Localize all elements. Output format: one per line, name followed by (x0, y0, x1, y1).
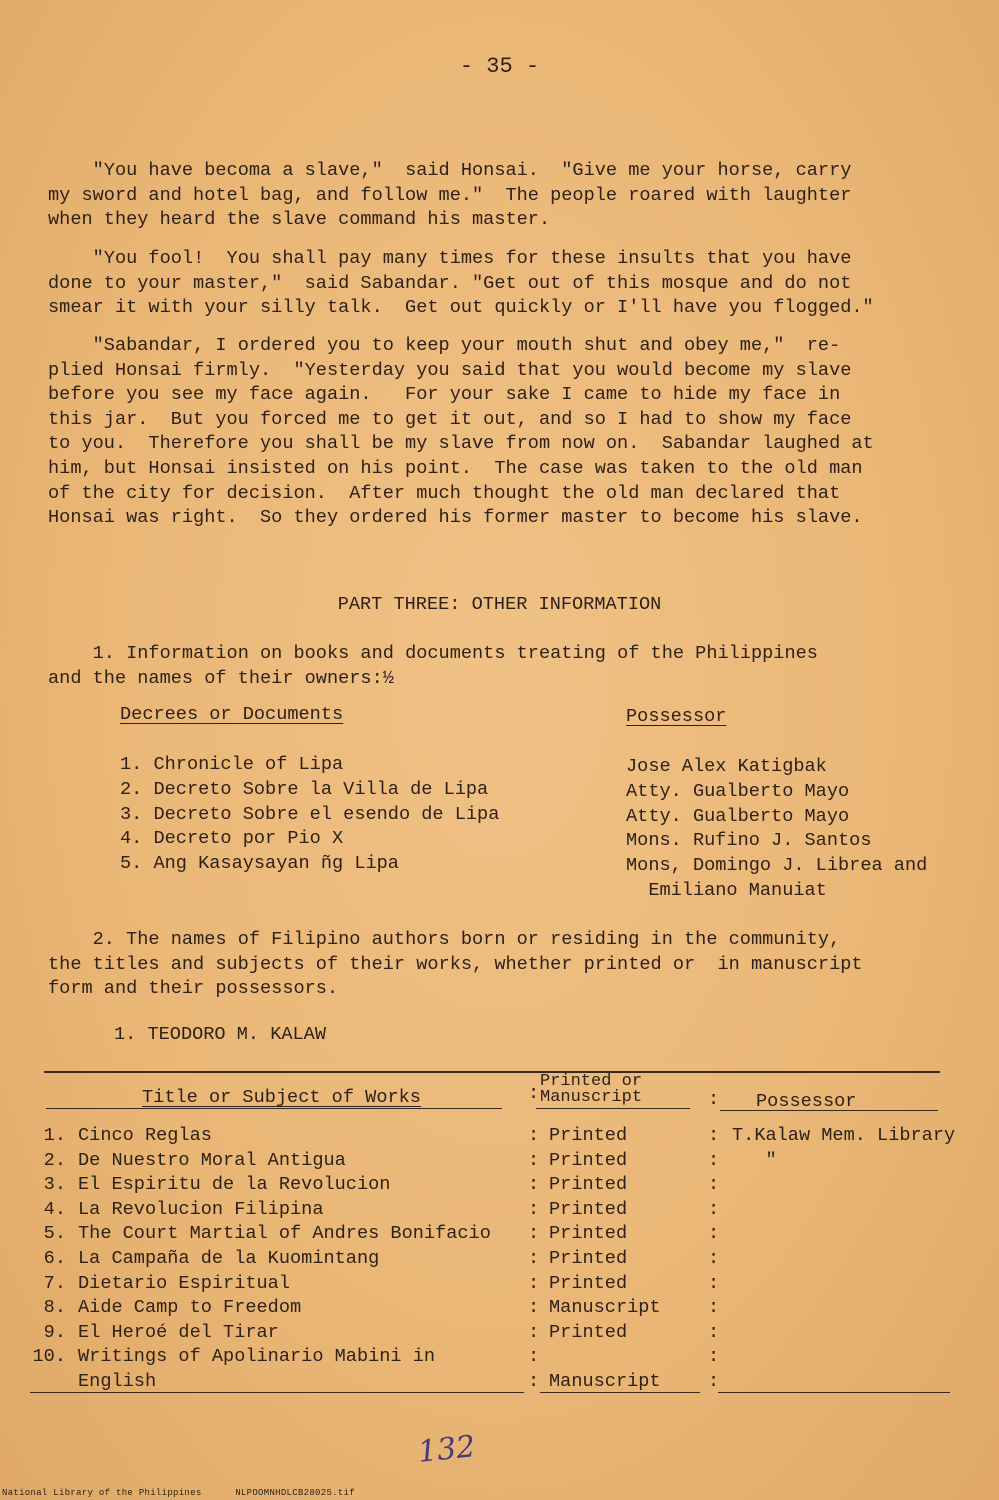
col-possessor-header: Possessor (756, 1091, 857, 1112)
work-title: Dietario Espiritual (78, 1272, 291, 1294)
row-number: 1. (43, 1125, 66, 1146)
work-type: Printed (549, 1223, 628, 1245)
part-three-heading: PART THREE: OTHER INFORMATION (337, 594, 662, 615)
col-printed-line2: Manuscript (540, 1088, 643, 1107)
cell-colon: : (708, 1174, 720, 1196)
decrees-header: Decrees or Documents (120, 704, 344, 725)
table-row (0, 1297, 999, 1322)
cell-colon: : (708, 1223, 720, 1245)
work-type: Manuscript (549, 1297, 661, 1319)
work-possessor: " (732, 1149, 777, 1171)
cell-colon: : (708, 1272, 720, 1294)
cell-colon: : (708, 1198, 720, 1220)
work-title: English (78, 1371, 157, 1392)
work-type: Printed (549, 1174, 628, 1196)
work-type: Printed (549, 1149, 628, 1171)
cell-colon: : (528, 1297, 540, 1319)
list-item: 4. Decreto por Pio X (120, 828, 344, 850)
cell-colon: : (708, 1125, 720, 1146)
table-row (0, 1199, 999, 1224)
table-bottom-rule (718, 1392, 950, 1393)
story-paragraph-1: "You have becoma a slave," said Honsai. "Give me your horse, carry my sword and hotel bag, and follow me." The people roared with laughter when they heard the slave command his master. (48, 160, 852, 231)
list-item: Jose Alex Katigbak (626, 756, 827, 777)
story-paragraph-3: "Sabandar, I ordered you to keep your mouth shut and obey me," re- plied Honsai firmly. "Yesterday you said that you would become my slave before you see my face again. For your sake I came to hide my face in this jar. But you forced me to get it out, and so I had to show my face to you. Therefore you shall be my slave from now on. Sabandar laughed at him, but Honsai insisted on his point. The case was taken to the old man of the city for decision. After much thought the old man declared that Honsai was right. So they ordered his former master to become his slave. (48, 335, 874, 529)
table-row (0, 1150, 999, 1175)
header-underline (46, 1108, 502, 1109)
list-item: 5. Ang Kasaysayan ñg Lipa (120, 853, 399, 875)
list-item: 2. Decreto Sobre la Villa de Lipa (120, 778, 489, 800)
info-item-1: 1. Information on books and documents treating of the Philippines and the names of their owners:½ (48, 643, 818, 689)
cell-colon: : (708, 1149, 720, 1171)
list-item: Mons, Domingo J. Librea and (626, 855, 928, 877)
page-number: - 35 - (459, 54, 540, 79)
table-bottom-rule (540, 1392, 700, 1393)
work-possessor: T.Kalaw Mem. Library (732, 1125, 956, 1146)
footer-source: National Library of the Philippines (2, 1488, 202, 1498)
table-top-rule (44, 1071, 940, 1073)
row-number: 2. (43, 1149, 66, 1171)
info-item-2: 2. The names of Filipino authors born or residing in the community, the titles and subjects of their works, whether printed or in manuscript form and their possessors. (48, 929, 863, 1000)
work-title: La Revolucion Filipina (78, 1198, 324, 1220)
table-row (0, 1322, 999, 1347)
list-item: Emiliano Manuiat (626, 879, 827, 901)
work-type: Printed (549, 1125, 628, 1146)
table-row (0, 1273, 999, 1298)
row-number: 3. (43, 1174, 66, 1196)
table-row (0, 1346, 999, 1371)
table-row (0, 1174, 999, 1199)
work-type: Printed (549, 1321, 628, 1343)
row-number: 10. (32, 1346, 66, 1368)
decrees-list (120, 753, 499, 877)
list-item: Mons. Rufino J. Santos (626, 830, 872, 852)
list-item: 3. Decreto Sobre el esendo de Lipa (120, 803, 500, 825)
col-printed-header (540, 1074, 642, 1106)
list-item: Atty. Gualberto Mayo (626, 805, 850, 827)
list-item: Atty. Gualberto Mayo (626, 780, 850, 802)
row-number: 5. (43, 1223, 66, 1245)
work-type: Manuscript (549, 1371, 661, 1392)
row-number: 4. (43, 1198, 66, 1220)
col-printed-line1: Printed or (540, 1072, 643, 1091)
cell-colon: : (708, 1248, 720, 1269)
cell-colon: : (528, 1321, 540, 1343)
row-number: 6. (43, 1248, 66, 1269)
author-name: 1. TEODORO M. KALAW (114, 1024, 327, 1045)
cell-colon: : (708, 1346, 720, 1368)
work-title: De Nuestro Moral Antigua (78, 1149, 346, 1171)
possessor-header: Possessor (626, 706, 727, 727)
cell-colon: : (528, 1125, 540, 1146)
story-paragraph-2: "You fool! You shall pay many times for these insults that you have done to your master," said Sabandar. "Get out of this mosque and do not smear it with your silly talk. Get out quickly or I'll have you flogged." (48, 248, 874, 319)
work-type: Printed (549, 1198, 628, 1220)
header-underline (536, 1108, 690, 1109)
header-underline (720, 1110, 938, 1111)
row-number: 9. (43, 1321, 66, 1343)
cell-colon: : (528, 1346, 540, 1368)
possessors-list (626, 755, 927, 904)
table-row (0, 1223, 999, 1248)
scan-footer (2, 1488, 383, 1498)
col-colon: : (528, 1083, 540, 1104)
table-row (0, 1248, 999, 1273)
cell-colon: : (528, 1174, 540, 1196)
work-type: Printed (549, 1272, 628, 1294)
list-item: 1. Chronicle of Lipa (120, 754, 344, 775)
cell-colon: : (528, 1272, 540, 1294)
work-type: Printed (549, 1248, 628, 1269)
cell-colon: : (528, 1198, 540, 1220)
footer-filename: NLPOOMNHDLCB28025.tif (235, 1488, 355, 1498)
cell-colon: : (708, 1371, 720, 1392)
table-row (0, 1125, 999, 1150)
work-title: El Espiritu de la Revolucion (78, 1174, 391, 1196)
cell-colon: : (528, 1149, 540, 1171)
row-number: 7. (43, 1272, 66, 1294)
work-title: La Campaña de la Kuomintang (78, 1248, 380, 1269)
cell-colon: : (528, 1248, 540, 1269)
work-title: Aide Camp to Freedom (78, 1297, 302, 1319)
cell-colon: : (528, 1371, 540, 1392)
col-title-header: Title or Subject of Works (142, 1087, 421, 1108)
cell-colon: : (708, 1297, 720, 1319)
work-title: Writings of Apolinario Mabini in (78, 1346, 436, 1368)
cell-colon: : (528, 1223, 540, 1245)
work-title: El Heroé del Tirar (78, 1321, 279, 1343)
handwritten-note: 132 (416, 1429, 477, 1470)
work-title: Cinco Reglas (78, 1125, 212, 1146)
row-number: 8. (43, 1297, 66, 1319)
col-colon: : (708, 1089, 720, 1110)
work-title: The Court Martial of Andres Bonifacio (78, 1223, 491, 1245)
table-bottom-rule (30, 1392, 524, 1393)
cell-colon: : (708, 1321, 720, 1343)
